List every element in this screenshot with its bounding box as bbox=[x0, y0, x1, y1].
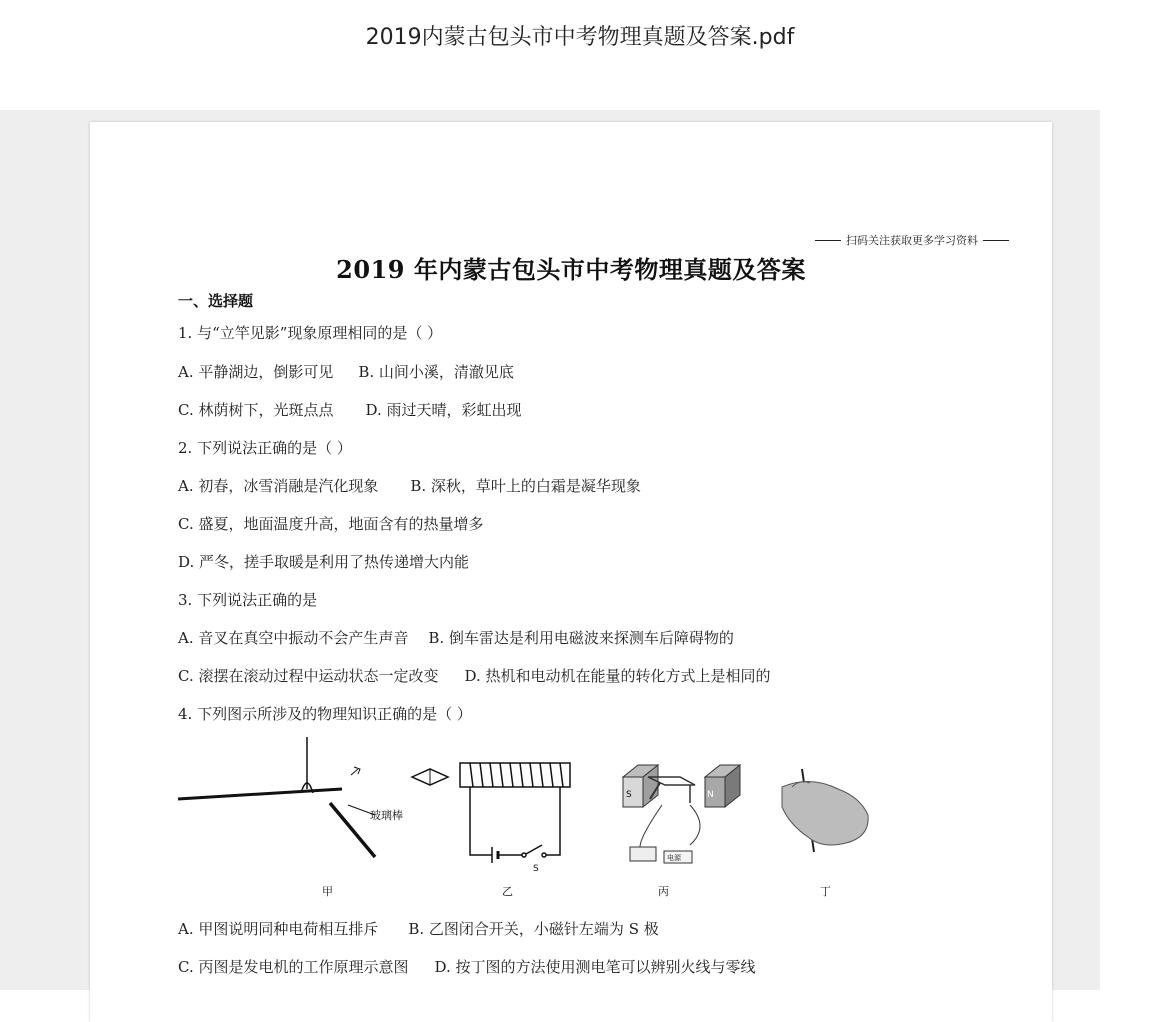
pdf-page bbox=[90, 122, 1052, 1022]
switch-label: S bbox=[533, 864, 539, 874]
qr-note-text: 扫码关注获取更多学习资料 bbox=[846, 234, 978, 247]
label-jia: 甲 bbox=[322, 885, 333, 898]
figures-svg bbox=[170, 727, 831, 907]
option-c: C. 滚摆在滚动过程中运动状态一定改变 bbox=[178, 667, 439, 685]
magnet-s-label: S bbox=[626, 790, 632, 800]
q2-option-c bbox=[178, 513, 483, 534]
glass-rod-label: 玻璃棒 bbox=[370, 809, 403, 822]
label-yi: 乙 bbox=[502, 885, 513, 898]
option-c: C. 林荫树下，光斑点点 bbox=[178, 401, 334, 419]
q4-options-ab bbox=[178, 918, 659, 939]
dash-left bbox=[815, 240, 841, 241]
q1-options-ab bbox=[178, 361, 514, 382]
line-text: 3. 下列说法正确的是 bbox=[178, 591, 318, 609]
option-a: A. 音叉在真空中振动不会产生声音 bbox=[178, 629, 409, 647]
option-c: C. 盛夏，地面温度升高，地面含有的热量增多 bbox=[178, 515, 484, 533]
q1-options-cd bbox=[178, 399, 522, 420]
question-4-figures bbox=[170, 727, 831, 907]
q3-options-ab bbox=[178, 627, 734, 648]
qr-note bbox=[810, 232, 1014, 248]
option-b: B. 倒车雷达是利用电磁波来探测车后障碍物的 bbox=[428, 629, 734, 647]
q4-options-cd bbox=[178, 956, 756, 977]
paper-title: 2019 年内蒙古包头市中考物理真题及答案 bbox=[336, 255, 806, 284]
label-bing: 丙 bbox=[658, 885, 669, 898]
q2-options-ab bbox=[178, 475, 641, 496]
option-d: D. 雨过天晴，彩虹出现 bbox=[365, 401, 522, 419]
figure-yi bbox=[412, 763, 570, 863]
q2-option-d bbox=[178, 551, 469, 572]
option-b: B. 山间小溪，清澈见底 bbox=[358, 363, 514, 381]
option-d: D. 严冬，搓手取暖是利用了热传递增大内能 bbox=[178, 553, 470, 571]
option-a: A. 平静湖边，倒影可见 bbox=[178, 363, 334, 381]
magnet-n-label: N bbox=[707, 790, 714, 800]
title-bar bbox=[0, 0, 1100, 110]
line-text: 1. 与“立竿见影”现象原理相同的是（ ） bbox=[178, 324, 443, 342]
q3-options-cd bbox=[178, 665, 771, 686]
option-b: B. 乙图闭合开关，小磁针左端为 S 极 bbox=[408, 920, 659, 938]
question-4 bbox=[178, 703, 472, 724]
line-text: 2. 下列说法正确的是（ ） bbox=[178, 439, 352, 457]
document-title: 2019内蒙古包头市中考物理真题及答案.pdf bbox=[365, 25, 795, 50]
option-d: D. 按丁图的方法使用测电笔可以辨别火线与零线 bbox=[434, 958, 756, 976]
question-1 bbox=[178, 322, 442, 343]
label-ding: 丁 bbox=[820, 885, 831, 898]
power-source-label: 电源 bbox=[667, 854, 681, 862]
option-d: D. 热机和电动机在能量的转化方式上是相同的 bbox=[464, 667, 771, 685]
figure-jia bbox=[178, 737, 375, 857]
dash-right bbox=[983, 240, 1009, 241]
option-a: A. 甲图说明同种电荷相互排斥 bbox=[178, 920, 379, 938]
option-a: A. 初春，冰雪消融是汽化现象 bbox=[178, 477, 379, 495]
question-2 bbox=[178, 437, 352, 458]
figure-bing bbox=[623, 765, 740, 863]
figure-ding bbox=[782, 769, 868, 852]
option-c: C. 丙图是发电机的工作原理示意图 bbox=[178, 958, 409, 976]
line-text: 4. 下列图示所涉及的物理知识正确的是（ ） bbox=[178, 705, 472, 723]
section-heading: 一、选择题 bbox=[178, 292, 254, 310]
option-b: B. 深秋，草叶上的白霜是凝华现象 bbox=[410, 477, 641, 495]
question-3 bbox=[178, 589, 317, 610]
